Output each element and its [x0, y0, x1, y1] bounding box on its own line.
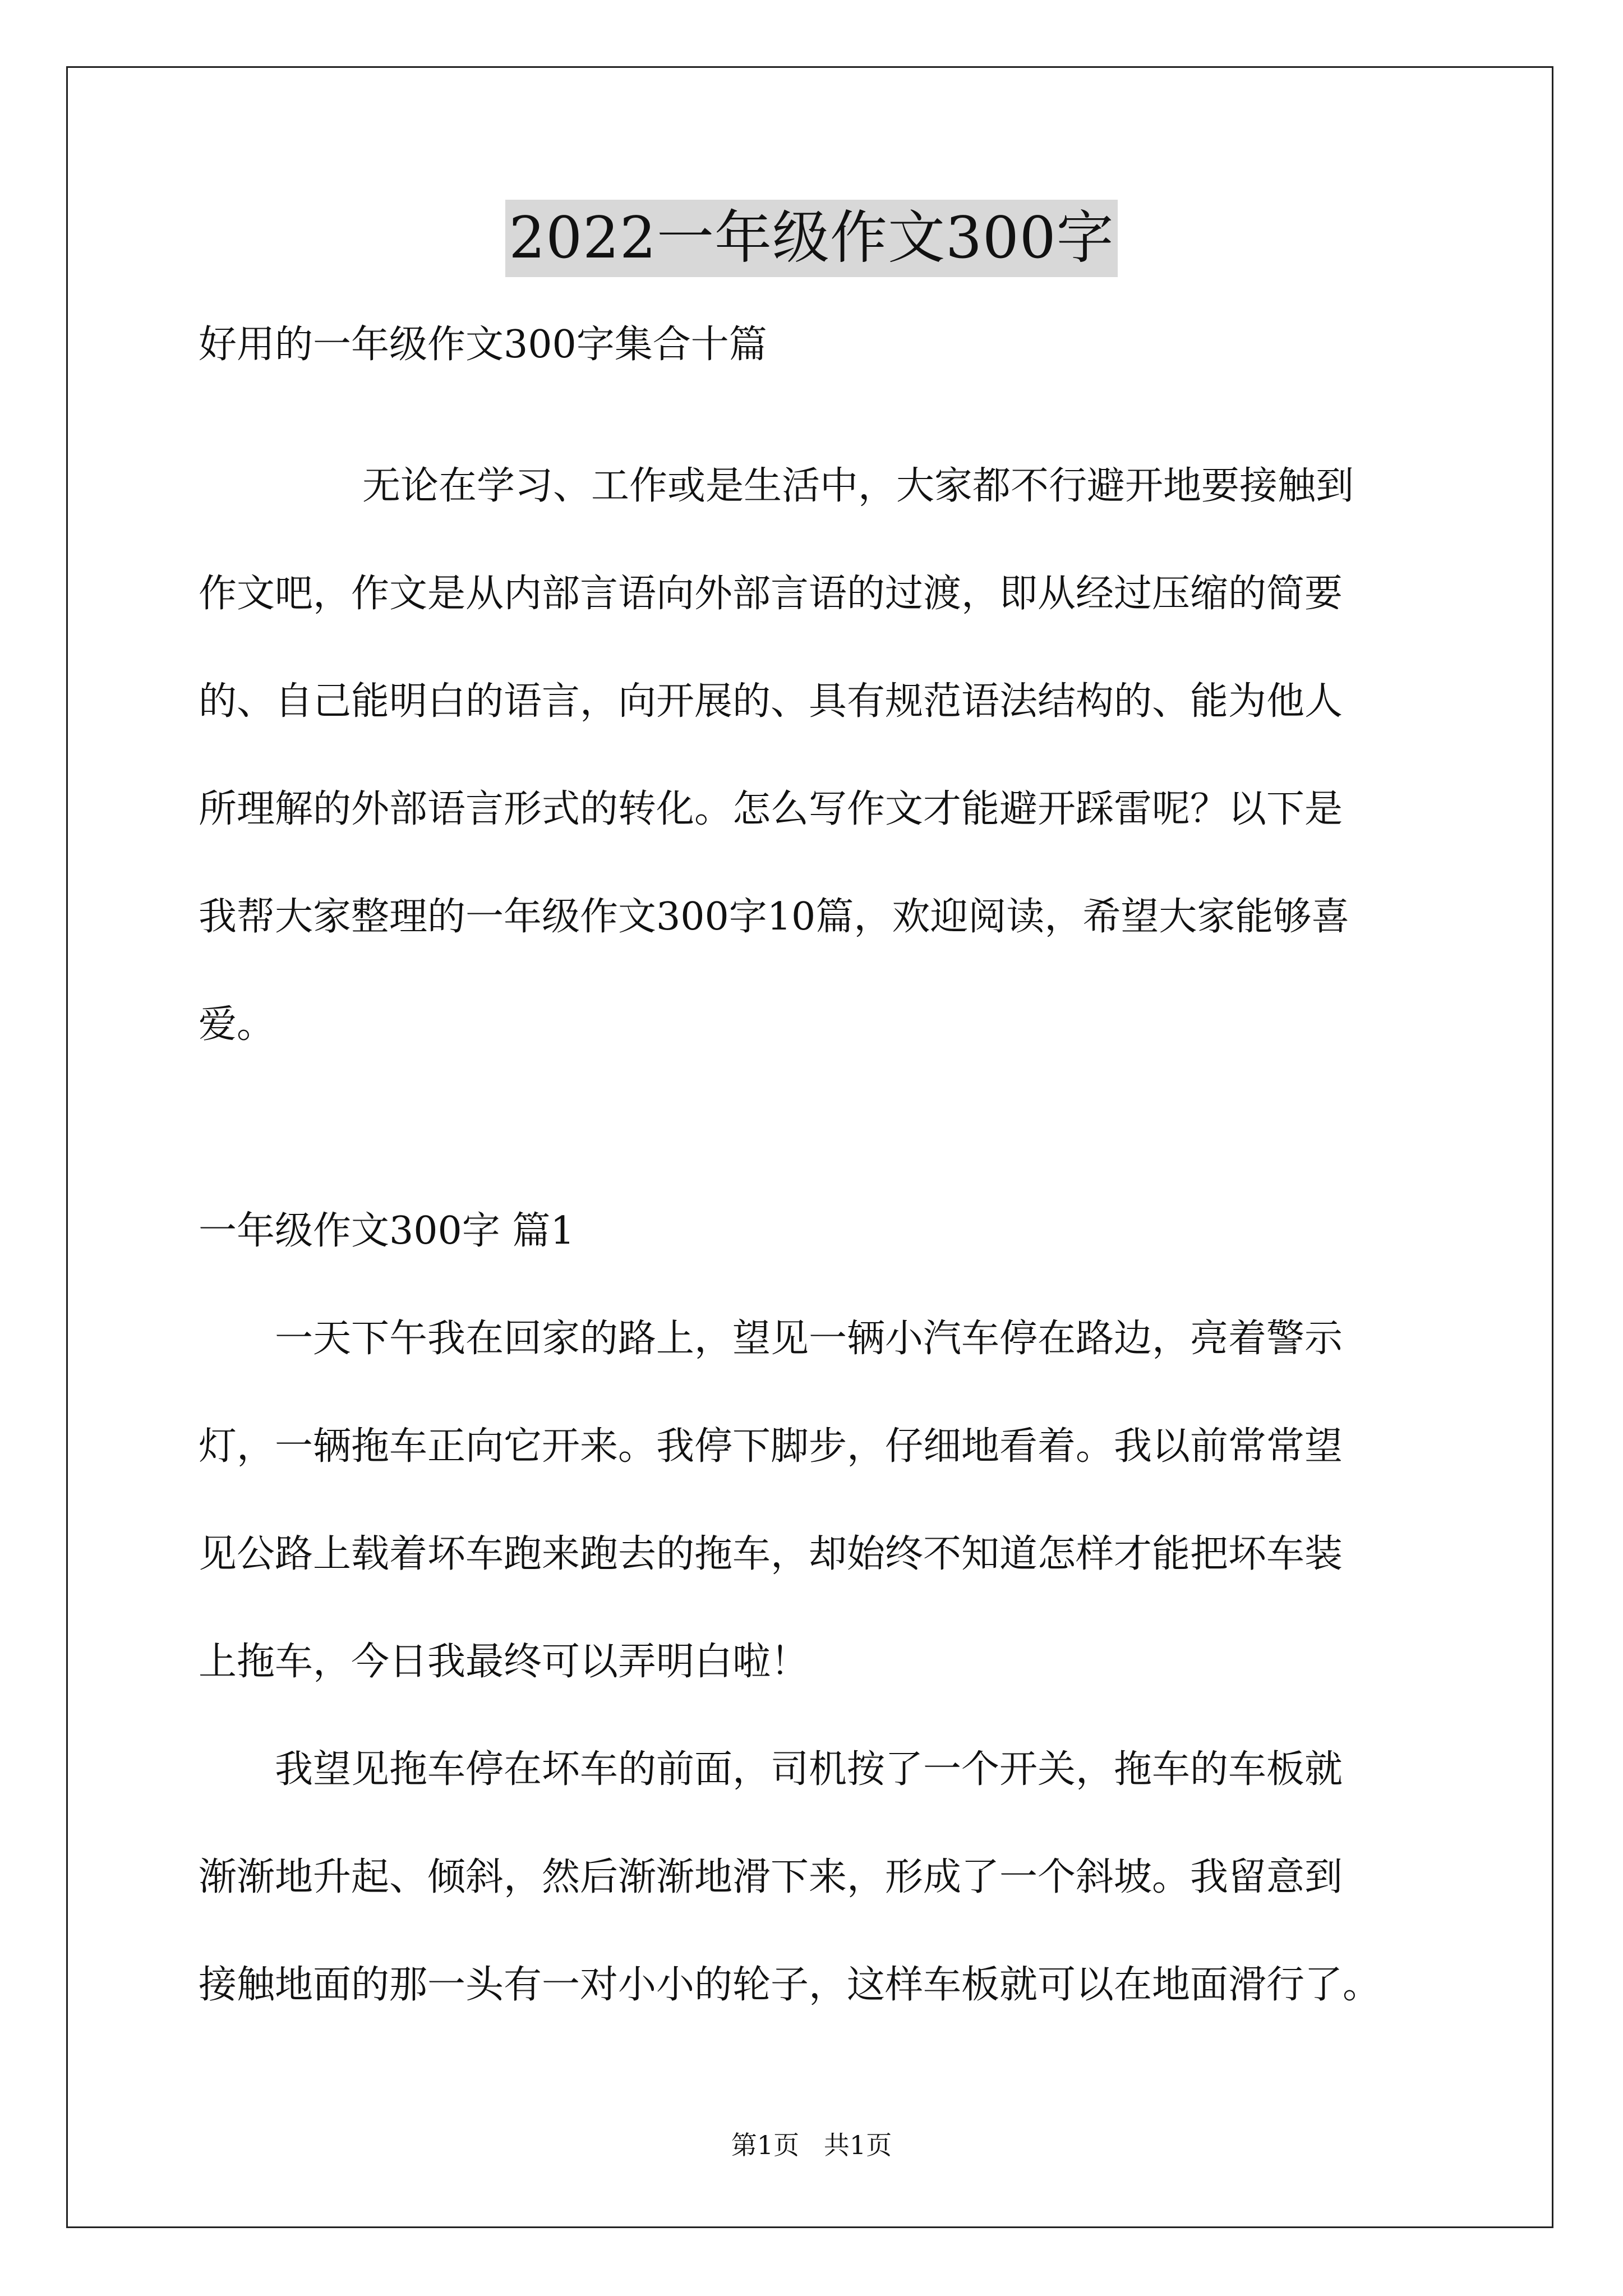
document-subtitle: 好用的一年级作文300字集合十篇 [199, 323, 767, 367]
intro-line: 所理解的外部语言形式的转化。怎么写作文才能避开踩雷呢？以下是 [199, 787, 1343, 831]
intro-line: 作文吧，作文是从内部言语向外部言语的过渡，即从经过压缩的简要 [199, 572, 1343, 616]
paragraph-line: 灯，一辆拖车正向它开来。我停下脚步，仔细地看着。我以前常常望 [199, 1424, 1343, 1469]
section-heading: 一年级作文300字 篇1 [199, 1209, 575, 1253]
page-border [66, 66, 1553, 2228]
intro-line: 的、自己能明白的语言，向开展的、具有规范语法结构的、能为他人 [199, 679, 1343, 724]
paragraph-line: 渐渐地升起、倾斜，然后渐渐地滑下来，形成了一个斜坡。我留意到 [199, 1855, 1343, 1899]
paragraph-line: 我望见拖车停在坏车的前面，司机按了一个开关，拖车的车板就 [275, 1747, 1343, 1792]
document-title: 2022一年级作文300字 [505, 200, 1117, 277]
page-footer: 第1页 共1页 [731, 2130, 892, 2160]
intro-line: 我帮大家整理的一年级作文300字10篇，欢迎阅读，希望大家能够喜 [199, 895, 1350, 939]
paragraph-line: 上拖车，今日我最终可以弄明白啦！ [199, 1640, 809, 1684]
title-container [0, 200, 1623, 277]
paragraph-line: 一天下午我在回家的路上，望见一辆小汽车停在路边，亮着警示 [275, 1317, 1343, 1361]
intro-line: 无论在学习、工作或是生活中，大家都不行避开地要接触到 [362, 464, 1354, 508]
paragraph-line: 见公路上载着坏车跑来跑去的拖车，却始终不知道怎样才能把坏车装 [199, 1532, 1343, 1576]
intro-line: 爱。 [199, 1002, 275, 1047]
paragraph-line: 接触地面的那一头有一对小小的轮子，这样车板就可以在地面滑行了。 [199, 1963, 1381, 2007]
